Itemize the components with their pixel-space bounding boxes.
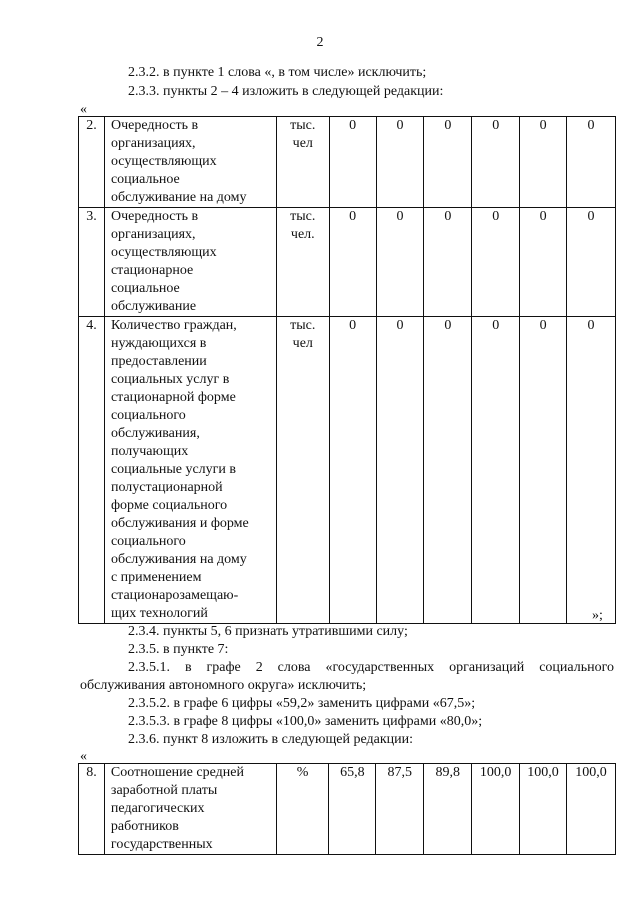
cell-line: работников [110, 819, 179, 834]
open-quote: « [80, 749, 87, 764]
value-cell: 0 [567, 208, 616, 317]
cell-line: социальное [110, 172, 180, 187]
text-line: 2.3.4. пункты 5, 6 признать утратившими силу; [128, 624, 408, 639]
value-cell: 0 [472, 208, 520, 317]
cell-line: щих технологий [110, 606, 208, 621]
table-row [79, 317, 616, 624]
value-cell: 0 [520, 317, 567, 624]
row-number: 8. [79, 764, 105, 855]
paragraph-line: обслуживания автономного округа» исключить; [80, 678, 367, 693]
value-cell: 0 [567, 317, 616, 624]
unit-cell [276, 317, 329, 624]
table-row [79, 117, 616, 208]
row-number: 4. [79, 317, 105, 624]
row-number: 3. [79, 208, 105, 317]
cell-line: стационарной форме [110, 390, 236, 405]
indicator-name [104, 208, 276, 317]
text-line: 2.3.2. в пункте 1 слова «, в том числе» исключить; [128, 65, 427, 80]
cell-line: организациях, [110, 136, 196, 151]
unit-cell [276, 117, 329, 208]
value-cell: 100,0 [520, 764, 567, 855]
table-row [79, 764, 616, 855]
indicator-table [78, 116, 616, 624]
text-line: 2.3.5.3. в графе 8 цифры «100,0» заменить цифрами «80,0»; [128, 714, 483, 729]
cell-line: социального [110, 534, 186, 549]
cell-line: чел [292, 336, 313, 351]
value-cell: 0 [472, 317, 520, 624]
cell-line: педагогических [110, 801, 205, 816]
text-line: 2.3.3. пункты 2 – 4 изложить в следующей редакции: [128, 84, 444, 99]
justified-paragraph [80, 659, 614, 695]
cell-line: тыс. [290, 318, 316, 333]
cell-line: осуществляющих [110, 245, 217, 260]
indicator-name [104, 764, 276, 855]
cell-line: обслуживания и форме [110, 516, 249, 531]
cell-line: тыс. [290, 209, 316, 224]
value-cell: 0 [376, 208, 424, 317]
cell-line: обслуживание [110, 299, 197, 314]
unit-cell [276, 208, 329, 317]
value-cell: 0 [329, 117, 376, 208]
value-cell: 0 [329, 317, 376, 624]
value-cell: 0 [424, 208, 472, 317]
value-cell: 0 [567, 117, 616, 208]
close-quote: »; [592, 608, 603, 623]
cell-line: предоставлении [110, 354, 207, 369]
indicator-name [104, 117, 276, 208]
value-cell: 100,0 [566, 764, 615, 855]
indicator-table-2 [78, 763, 616, 855]
cell-line: обслуживания, [110, 426, 200, 441]
cell-line: обслуживания на дому [110, 552, 247, 567]
value-cell: 65,8 [329, 764, 376, 855]
cell-line: чел. [290, 227, 315, 242]
text-line: 2.3.5.2. в графе 6 цифры «59,2» заменить цифрами «67,5»; [128, 696, 476, 711]
value-cell: 89,8 [424, 764, 472, 855]
cell-line: получающих [110, 444, 189, 459]
cell-line: заработной платы [110, 783, 218, 798]
cell-line: осуществляющих [110, 154, 217, 169]
value-cell: 87,5 [376, 764, 424, 855]
cell-line: нуждающихся в [110, 336, 207, 351]
cell-line: стационарное [110, 263, 194, 278]
cell-line: государственных [110, 837, 213, 852]
text-line: 2.3.5. в пункте 7: [128, 642, 229, 657]
value-cell: 0 [472, 117, 520, 208]
page-number: 2 [316, 35, 324, 50]
cell-line: социального [110, 408, 186, 423]
cell-line: социальное [110, 281, 180, 296]
cell-line: организациях, [110, 227, 196, 242]
indicator-name [104, 317, 276, 624]
value-cell: 0 [329, 208, 376, 317]
cell-line: тыс. [290, 118, 316, 133]
table-row [79, 208, 616, 317]
row-number: 2. [79, 117, 105, 208]
value-cell: 0 [424, 117, 472, 208]
value-cell: 0 [376, 117, 424, 208]
value-cell: 0 [376, 317, 424, 624]
paragraph-line: 2.3.5.1. в графе 2 слова «государственных организаций социального [128, 660, 614, 675]
cell-line: стационарозамещаю- [110, 588, 239, 603]
cell-line: полустационарной [110, 480, 223, 495]
cell-line: социальные услуги в [110, 462, 237, 477]
cell-line: Очередность в [110, 118, 199, 133]
cell-line: форме социального [110, 498, 228, 513]
cell-line: с применением [110, 570, 202, 585]
value-cell: 0 [424, 317, 472, 624]
value-cell: 100,0 [472, 764, 520, 855]
cell-line: Очередность в [110, 209, 199, 224]
open-quote: « [80, 102, 87, 117]
text-line: 2.3.6. пункт 8 изложить в следующей редакции: [128, 732, 413, 747]
cell-line: Соотношение средней [110, 765, 244, 780]
cell-line: социальных услуг в [110, 372, 230, 387]
cell-line: Количество граждан, [110, 318, 237, 333]
cell-line: обслуживание на дому [110, 190, 247, 205]
value-cell: 0 [520, 117, 567, 208]
cell-line: чел [292, 136, 313, 151]
unit-cell: % [276, 764, 329, 855]
value-cell: 0 [520, 208, 567, 317]
